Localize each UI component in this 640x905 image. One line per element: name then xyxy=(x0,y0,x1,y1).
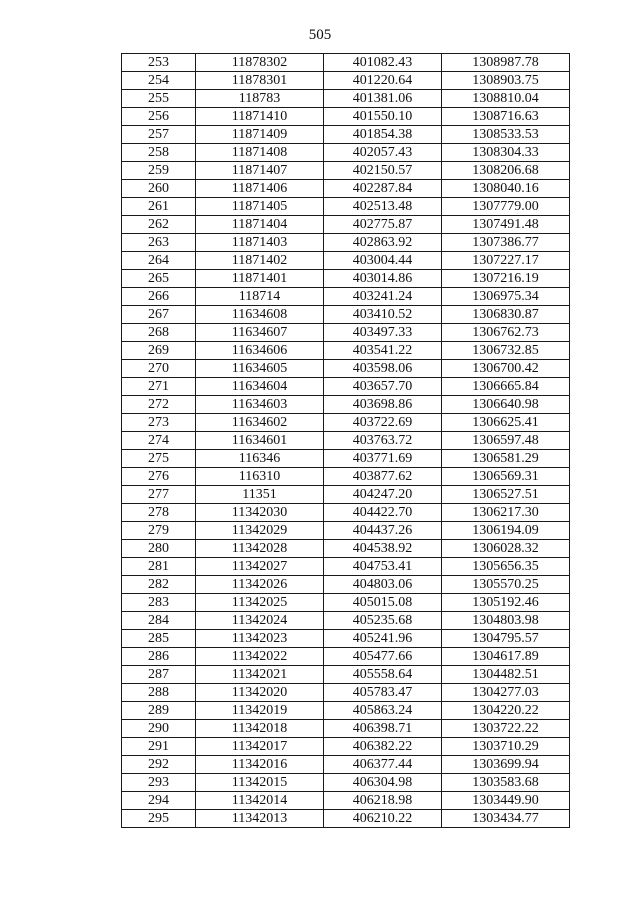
x-coordinate-cell: 401550.10 xyxy=(324,108,442,126)
x-coordinate-cell: 403004.44 xyxy=(324,252,442,270)
table-row xyxy=(122,774,570,792)
x-coordinate-cell: 401220.64 xyxy=(324,72,442,90)
point-id-cell: 11342016 xyxy=(196,756,324,774)
y-coordinate-cell: 1306028.32 xyxy=(442,540,570,558)
y-coordinate-cell: 1303449.90 xyxy=(442,792,570,810)
y-coordinate-cell: 1308810.04 xyxy=(442,90,570,108)
coordinates-table xyxy=(121,53,570,828)
y-coordinate-cell: 1304803.98 xyxy=(442,612,570,630)
table-row xyxy=(122,432,570,450)
point-id-cell: 11342026 xyxy=(196,576,324,594)
x-coordinate-cell: 403722.69 xyxy=(324,414,442,432)
table-row xyxy=(122,162,570,180)
y-coordinate-cell: 1306975.34 xyxy=(442,288,570,306)
point-number-cell: 278 xyxy=(122,504,196,522)
page-number: 505 xyxy=(308,27,332,43)
point-id-cell: 11871402 xyxy=(196,252,324,270)
y-coordinate-cell: 1307227.17 xyxy=(442,252,570,270)
point-number-cell: 272 xyxy=(122,396,196,414)
x-coordinate-cell: 402513.48 xyxy=(324,198,442,216)
point-id-cell: 11342023 xyxy=(196,630,324,648)
table-row xyxy=(122,378,570,396)
x-coordinate-cell: 405863.24 xyxy=(324,702,442,720)
table-row xyxy=(122,756,570,774)
point-id-cell: 11342018 xyxy=(196,720,324,738)
point-number-cell: 288 xyxy=(122,684,196,702)
point-number-cell: 286 xyxy=(122,648,196,666)
y-coordinate-cell: 1304795.57 xyxy=(442,630,570,648)
y-coordinate-cell: 1306732.85 xyxy=(442,342,570,360)
y-coordinate-cell: 1306527.51 xyxy=(442,486,570,504)
point-number-cell: 269 xyxy=(122,342,196,360)
table-row xyxy=(122,450,570,468)
point-number-cell: 280 xyxy=(122,540,196,558)
x-coordinate-cell: 405015.08 xyxy=(324,594,442,612)
point-number-cell: 260 xyxy=(122,180,196,198)
point-number-cell: 287 xyxy=(122,666,196,684)
table-row xyxy=(122,360,570,378)
x-coordinate-cell: 403657.70 xyxy=(324,378,442,396)
point-number-cell: 275 xyxy=(122,450,196,468)
point-id-cell: 11342013 xyxy=(196,810,324,828)
y-coordinate-cell: 1305656.35 xyxy=(442,558,570,576)
point-id-cell: 11342024 xyxy=(196,612,324,630)
table-row xyxy=(122,342,570,360)
point-id-cell: 11342020 xyxy=(196,684,324,702)
x-coordinate-cell: 403241.24 xyxy=(324,288,442,306)
x-coordinate-cell: 405241.96 xyxy=(324,630,442,648)
point-number-cell: 276 xyxy=(122,468,196,486)
table-row xyxy=(122,144,570,162)
x-coordinate-cell: 406210.22 xyxy=(324,810,442,828)
table-row xyxy=(122,180,570,198)
point-number-cell: 290 xyxy=(122,720,196,738)
point-id-cell: 11634601 xyxy=(196,432,324,450)
point-number-cell: 262 xyxy=(122,216,196,234)
point-id-cell: 11634605 xyxy=(196,360,324,378)
x-coordinate-cell: 403541.22 xyxy=(324,342,442,360)
x-coordinate-cell: 401854.38 xyxy=(324,126,442,144)
y-coordinate-cell: 1303710.29 xyxy=(442,738,570,756)
point-id-cell: 11342030 xyxy=(196,504,324,522)
x-coordinate-cell: 403014.86 xyxy=(324,270,442,288)
y-coordinate-cell: 1308716.63 xyxy=(442,108,570,126)
point-id-cell: 11342028 xyxy=(196,540,324,558)
point-number-cell: 281 xyxy=(122,558,196,576)
y-coordinate-cell: 1306217.30 xyxy=(442,504,570,522)
table-row xyxy=(122,90,570,108)
table-row xyxy=(122,576,570,594)
x-coordinate-cell: 404437.26 xyxy=(324,522,442,540)
table-row xyxy=(122,558,570,576)
point-number-cell: 294 xyxy=(122,792,196,810)
point-number-cell: 292 xyxy=(122,756,196,774)
table-row xyxy=(122,72,570,90)
table-row xyxy=(122,54,570,72)
point-number-cell: 265 xyxy=(122,270,196,288)
point-id-cell: 11351 xyxy=(196,486,324,504)
point-number-cell: 253 xyxy=(122,54,196,72)
x-coordinate-cell: 403877.62 xyxy=(324,468,442,486)
point-number-cell: 270 xyxy=(122,360,196,378)
point-number-cell: 277 xyxy=(122,486,196,504)
point-id-cell: 11878301 xyxy=(196,72,324,90)
y-coordinate-cell: 1303699.94 xyxy=(442,756,570,774)
point-id-cell: 11634604 xyxy=(196,378,324,396)
point-id-cell: 11342017 xyxy=(196,738,324,756)
point-number-cell: 261 xyxy=(122,198,196,216)
point-id-cell: 11342021 xyxy=(196,666,324,684)
point-number-cell: 274 xyxy=(122,432,196,450)
table-row xyxy=(122,198,570,216)
x-coordinate-cell: 404803.06 xyxy=(324,576,442,594)
point-number-cell: 285 xyxy=(122,630,196,648)
x-coordinate-cell: 402863.92 xyxy=(324,234,442,252)
y-coordinate-cell: 1306569.31 xyxy=(442,468,570,486)
x-coordinate-cell: 406377.44 xyxy=(324,756,442,774)
y-coordinate-cell: 1308304.33 xyxy=(442,144,570,162)
x-coordinate-cell: 403410.52 xyxy=(324,306,442,324)
table-row xyxy=(122,486,570,504)
point-id-cell: 11634606 xyxy=(196,342,324,360)
table-row xyxy=(122,468,570,486)
point-number-cell: 256 xyxy=(122,108,196,126)
x-coordinate-cell: 403698.86 xyxy=(324,396,442,414)
point-number-cell: 258 xyxy=(122,144,196,162)
x-coordinate-cell: 406382.22 xyxy=(324,738,442,756)
point-id-cell: 11878302 xyxy=(196,54,324,72)
y-coordinate-cell: 1305570.25 xyxy=(442,576,570,594)
point-id-cell: 11871401 xyxy=(196,270,324,288)
point-id-cell: 11871408 xyxy=(196,144,324,162)
y-coordinate-cell: 1304277.03 xyxy=(442,684,570,702)
x-coordinate-cell: 402287.84 xyxy=(324,180,442,198)
y-coordinate-cell: 1308533.53 xyxy=(442,126,570,144)
point-id-cell: 11342029 xyxy=(196,522,324,540)
point-number-cell: 291 xyxy=(122,738,196,756)
x-coordinate-cell: 402150.57 xyxy=(324,162,442,180)
point-id-cell: 11634608 xyxy=(196,306,324,324)
table-row xyxy=(122,504,570,522)
y-coordinate-cell: 1303583.68 xyxy=(442,774,570,792)
table-row xyxy=(122,396,570,414)
point-id-cell: 118783 xyxy=(196,90,324,108)
y-coordinate-cell: 1306625.41 xyxy=(442,414,570,432)
point-number-cell: 295 xyxy=(122,810,196,828)
point-number-cell: 263 xyxy=(122,234,196,252)
point-number-cell: 259 xyxy=(122,162,196,180)
table-row xyxy=(122,540,570,558)
point-id-cell: 11871407 xyxy=(196,162,324,180)
table-row xyxy=(122,666,570,684)
point-number-cell: 271 xyxy=(122,378,196,396)
table-row xyxy=(122,252,570,270)
point-id-cell: 11634602 xyxy=(196,414,324,432)
y-coordinate-cell: 1306640.98 xyxy=(442,396,570,414)
point-id-cell: 116310 xyxy=(196,468,324,486)
point-id-cell: 11634603 xyxy=(196,396,324,414)
point-id-cell: 11871410 xyxy=(196,108,324,126)
point-number-cell: 266 xyxy=(122,288,196,306)
x-coordinate-cell: 406304.98 xyxy=(324,774,442,792)
x-coordinate-cell: 405477.66 xyxy=(324,648,442,666)
x-coordinate-cell: 403771.69 xyxy=(324,450,442,468)
y-coordinate-cell: 1307386.77 xyxy=(442,234,570,252)
point-number-cell: 267 xyxy=(122,306,196,324)
table-row xyxy=(122,216,570,234)
point-number-cell: 273 xyxy=(122,414,196,432)
point-id-cell: 11342015 xyxy=(196,774,324,792)
point-id-cell: 11342022 xyxy=(196,648,324,666)
table-row xyxy=(122,684,570,702)
x-coordinate-cell: 404753.41 xyxy=(324,558,442,576)
y-coordinate-cell: 1306665.84 xyxy=(442,378,570,396)
table-row xyxy=(122,126,570,144)
point-id-cell: 11871404 xyxy=(196,216,324,234)
point-id-cell: 116346 xyxy=(196,450,324,468)
y-coordinate-cell: 1308987.78 xyxy=(442,54,570,72)
point-id-cell: 118714 xyxy=(196,288,324,306)
y-coordinate-cell: 1306597.48 xyxy=(442,432,570,450)
point-number-cell: 293 xyxy=(122,774,196,792)
point-number-cell: 257 xyxy=(122,126,196,144)
x-coordinate-cell: 402775.87 xyxy=(324,216,442,234)
x-coordinate-cell: 403598.06 xyxy=(324,360,442,378)
table-row xyxy=(122,234,570,252)
x-coordinate-cell: 403763.72 xyxy=(324,432,442,450)
y-coordinate-cell: 1306762.73 xyxy=(442,324,570,342)
table-row xyxy=(122,792,570,810)
point-number-cell: 289 xyxy=(122,702,196,720)
table-row xyxy=(122,738,570,756)
point-id-cell: 11342027 xyxy=(196,558,324,576)
point-id-cell: 11871406 xyxy=(196,180,324,198)
point-id-cell: 11871405 xyxy=(196,198,324,216)
point-number-cell: 255 xyxy=(122,90,196,108)
point-number-cell: 268 xyxy=(122,324,196,342)
point-id-cell: 11634607 xyxy=(196,324,324,342)
point-id-cell: 11342025 xyxy=(196,594,324,612)
y-coordinate-cell: 1306700.42 xyxy=(442,360,570,378)
y-coordinate-cell: 1306194.09 xyxy=(442,522,570,540)
table-row xyxy=(122,306,570,324)
y-coordinate-cell: 1307216.19 xyxy=(442,270,570,288)
y-coordinate-cell: 1307491.48 xyxy=(442,216,570,234)
table-row xyxy=(122,702,570,720)
table-row xyxy=(122,324,570,342)
point-id-cell: 11871409 xyxy=(196,126,324,144)
y-coordinate-cell: 1306830.87 xyxy=(442,306,570,324)
table-row xyxy=(122,810,570,828)
y-coordinate-cell: 1305192.46 xyxy=(442,594,570,612)
x-coordinate-cell: 403497.33 xyxy=(324,324,442,342)
x-coordinate-cell: 404538.92 xyxy=(324,540,442,558)
y-coordinate-cell: 1303722.22 xyxy=(442,720,570,738)
point-number-cell: 279 xyxy=(122,522,196,540)
y-coordinate-cell: 1304482.51 xyxy=(442,666,570,684)
x-coordinate-cell: 401082.43 xyxy=(324,54,442,72)
table-row xyxy=(122,108,570,126)
point-number-cell: 284 xyxy=(122,612,196,630)
x-coordinate-cell: 402057.43 xyxy=(324,144,442,162)
y-coordinate-cell: 1306581.29 xyxy=(442,450,570,468)
point-id-cell: 11342014 xyxy=(196,792,324,810)
point-id-cell: 11342019 xyxy=(196,702,324,720)
y-coordinate-cell: 1304220.22 xyxy=(442,702,570,720)
table-row xyxy=(122,270,570,288)
x-coordinate-cell: 406218.98 xyxy=(324,792,442,810)
x-coordinate-cell: 401381.06 xyxy=(324,90,442,108)
y-coordinate-cell: 1308903.75 xyxy=(442,72,570,90)
point-number-cell: 254 xyxy=(122,72,196,90)
point-number-cell: 264 xyxy=(122,252,196,270)
y-coordinate-cell: 1303434.77 xyxy=(442,810,570,828)
y-coordinate-cell: 1308040.16 xyxy=(442,180,570,198)
x-coordinate-cell: 405783.47 xyxy=(324,684,442,702)
table-row xyxy=(122,288,570,306)
y-coordinate-cell: 1308206.68 xyxy=(442,162,570,180)
x-coordinate-cell: 406398.71 xyxy=(324,720,442,738)
coordinates-table-body xyxy=(122,54,570,828)
table-row xyxy=(122,522,570,540)
x-coordinate-cell: 404247.20 xyxy=(324,486,442,504)
y-coordinate-cell: 1307779.00 xyxy=(442,198,570,216)
y-coordinate-cell: 1304617.89 xyxy=(442,648,570,666)
table-row xyxy=(122,612,570,630)
table-row xyxy=(122,630,570,648)
x-coordinate-cell: 405235.68 xyxy=(324,612,442,630)
table-row xyxy=(122,720,570,738)
point-number-cell: 282 xyxy=(122,576,196,594)
point-number-cell: 283 xyxy=(122,594,196,612)
x-coordinate-cell: 405558.64 xyxy=(324,666,442,684)
table-row xyxy=(122,414,570,432)
table-row xyxy=(122,648,570,666)
table-row xyxy=(122,594,570,612)
point-id-cell: 11871403 xyxy=(196,234,324,252)
x-coordinate-cell: 404422.70 xyxy=(324,504,442,522)
